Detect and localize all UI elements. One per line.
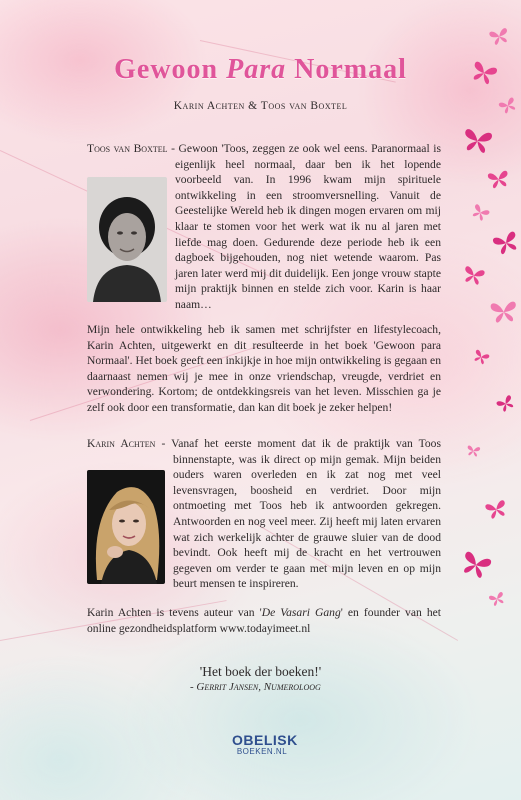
butterfly-icon	[465, 443, 482, 463]
butterfly-icon	[486, 168, 512, 195]
author-photo-karin	[87, 470, 165, 584]
publisher-logo-name: OBELISK	[232, 732, 298, 748]
name-karin: Karin Achten	[87, 437, 156, 450]
butterfly-icon	[497, 95, 521, 121]
butterfly-icon	[490, 228, 521, 262]
publisher-logo	[232, 732, 298, 757]
butterfly-icon	[489, 299, 519, 330]
butterfly-icon	[456, 548, 495, 587]
bio-toos: Toos van Boxtel - Gewoon 'Toos, zeggen ze ook wel eens. Paranormaal is eigenlijk heel normaal, daar ben ik het lopende voorbeeld van. In 1996 kwam mijn spirituele ontwikkeling in een stroomversnelling. Vanuit de Geestelijke Wereld heb ik dingen mogen ervaren om mij klaar te stomen voor het werk wat ik nu al jaren met liefde mag doen. Gedurende deze periode heb ik een dagboek bijgehouden, nog niet wetende waarom. Pas jaren later werd mij dit duidelijk. Een jonge vrouw stapte mijn praktijk binnen en stelde zich voor. Karin is haar naam…	[87, 142, 441, 311]
butterfly-icon	[459, 264, 486, 293]
author-names: Karin Achten & Toos van Boxtel	[173, 100, 348, 112]
development-paragraph: Mijn hele ontwikkeling heb ik samen met schrijfster en lifestylecoach, Karin Achten, uitgewerkt en dit resulteerde in het boek 'Gewoon para Normaal'. Het boek geeft een inkijkje in hoe mijn ontwikkeling is gegaan en daarnaast nemen wij je mee in onze vriendschap, vreugde, verdriet en verwondering. Kortom; de ontdekkingsreis van het leven. Misschien ga je zelf ook door een transformatie, dan kan dit boek je zeker helpen!	[87, 323, 441, 414]
butterfly-icon	[483, 498, 510, 527]
author-note: Karin Achten is tevens auteur van 'De Vasari Gang' en founder van het online gezondheidsplatform www.todayimeet.nl	[87, 606, 441, 635]
quote-author: - Gerrit Jansen, Numeroloog	[190, 681, 321, 693]
book-reference: De Vasari Gang	[261, 606, 341, 619]
quote-text: 'Het boek der boeken!'	[199, 664, 322, 679]
butterfly-icon	[487, 26, 512, 52]
butterfly-icon	[494, 393, 520, 419]
butterfly-icon	[460, 126, 495, 162]
book-title: Gewoon Para Normaal	[114, 54, 407, 85]
name-toos: Toos van Boxtel	[87, 142, 168, 155]
bio-karin: Karin Achten - Vanaf het eerste moment dat ik de praktijk van Toos binnenstapte, was ik direct op mijn gemak. Mijn beiden ouders waren overleden en ik zat nog met veel levensvragen, boosheid en verdriet. Door mijn ontmoeting met Toos heb ik antwoorden gekregen. Antwoorden en nog veel meer. Zij heeft mij laten ervaren wat zich werkelijk achter de grauwe sluier van de dood bevindt. Ook heeft mij de kracht en het vertrouwen gegeven om verder te gaan met mijn leven en op mijn beurt mensen te inspireren.	[87, 437, 441, 591]
publisher-logo-url: BOEKEN.NL	[236, 747, 288, 756]
butterfly-icon	[487, 590, 509, 613]
butterfly-icon	[466, 202, 492, 228]
butterfly-icon	[469, 348, 492, 372]
